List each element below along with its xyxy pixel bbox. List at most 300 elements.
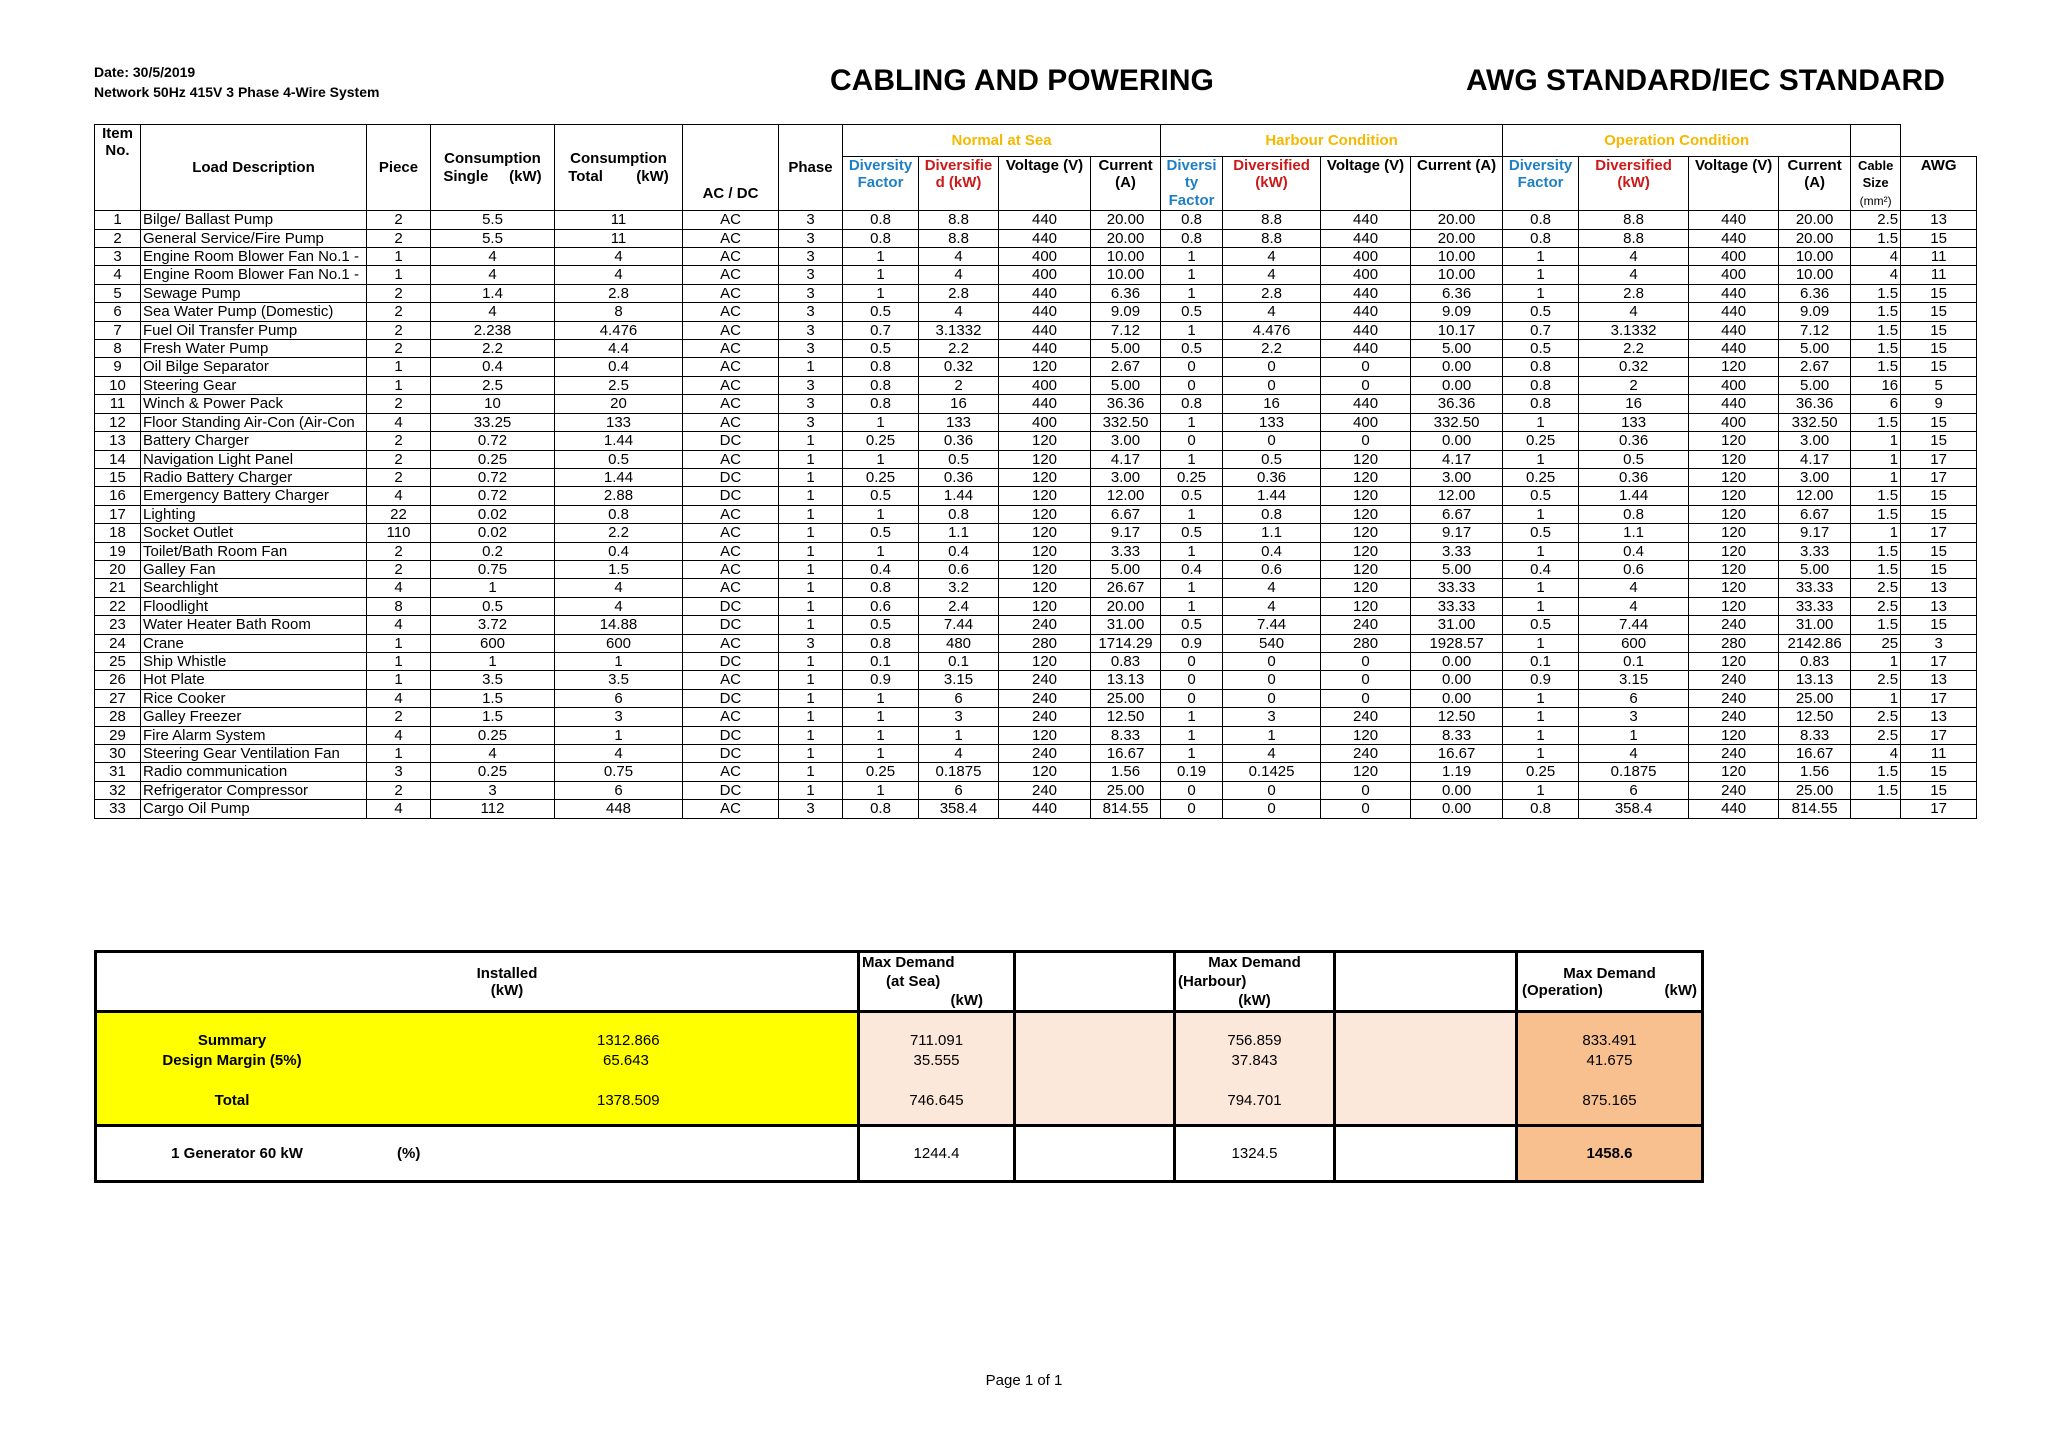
table-cell: 0.5 <box>1161 487 1223 505</box>
table-cell: 25.00 <box>1091 689 1161 707</box>
table-cell: 0.5 <box>555 450 683 468</box>
table-cell: DC <box>683 689 779 707</box>
page-title: CABLING AND POWERING <box>830 64 1214 97</box>
table-cell: 0.75 <box>431 560 555 578</box>
table-cell: 1 <box>843 708 919 726</box>
table-cell: 0.5 <box>1161 303 1223 321</box>
table-cell: 2.5 <box>1851 597 1901 615</box>
table-cell: 8.33 <box>1779 726 1851 744</box>
table-cell: 5 <box>1901 376 1977 394</box>
load-description-cell: Crane <box>141 634 367 652</box>
table-cell: 4 <box>1579 248 1689 266</box>
table-cell: 0.6 <box>843 597 919 615</box>
table-row <box>95 395 1977 413</box>
load-description-cell: Rice Cooker <box>141 689 367 707</box>
table-cell: 120 <box>1321 560 1411 578</box>
table-cell: 4 <box>367 487 431 505</box>
table-cell: AC <box>683 413 779 431</box>
table-cell: 0.75 <box>555 763 683 781</box>
load-description-cell: Floor Standing Air-Con (Air-Con <box>141 413 367 431</box>
table-row <box>95 745 1977 763</box>
table-cell: 1 <box>555 726 683 744</box>
table-cell: 600 <box>1579 634 1689 652</box>
table-cell: AC <box>683 376 779 394</box>
table-row <box>95 634 1977 652</box>
table-cell: 1.5 <box>431 689 555 707</box>
table-cell: 6.36 <box>1091 284 1161 302</box>
table-cell: 4 <box>431 303 555 321</box>
table-cell: 6 <box>555 781 683 799</box>
table-cell: 0.5 <box>1503 524 1579 542</box>
table-cell: 440 <box>1689 229 1779 247</box>
table-cell: 0.4 <box>1223 542 1321 560</box>
table-cell: 2.5 <box>1851 579 1901 597</box>
table-cell: 8.8 <box>1223 229 1321 247</box>
table-cell: 1 <box>779 671 843 689</box>
table-row <box>95 468 1977 486</box>
table-cell: 9.17 <box>1091 524 1161 542</box>
table-cell: 4 <box>555 579 683 597</box>
table-cell: 4.17 <box>1411 450 1503 468</box>
table-cell: 0.36 <box>1579 432 1689 450</box>
table-cell: 6.67 <box>1091 505 1161 523</box>
table-cell: 15 <box>1901 616 1977 634</box>
table-cell: 0.00 <box>1411 376 1503 394</box>
table-cell: 0.5 <box>1223 450 1321 468</box>
load-description-cell: Steering Gear <box>141 376 367 394</box>
table-cell: 440 <box>1321 395 1411 413</box>
table-cell: 17 <box>1901 468 1977 486</box>
table-cell: 0 <box>1223 781 1321 799</box>
table-cell: 1 <box>1503 266 1579 284</box>
table-cell: 7.44 <box>919 616 999 634</box>
table-cell: 4 <box>1223 303 1321 321</box>
group-normal-at-sea: Normal at Sea <box>843 125 1161 157</box>
table-row <box>95 726 1977 744</box>
table-cell: 1 <box>1161 597 1223 615</box>
table-cell: 1 <box>843 450 919 468</box>
table-cell: 3 <box>1223 708 1321 726</box>
table-row <box>95 671 1977 689</box>
table-cell: 1 <box>843 726 919 744</box>
table-cell: 16.67 <box>1411 745 1503 763</box>
table-cell: 0.5 <box>1161 616 1223 634</box>
group-operation-condition: Operation Condition <box>1503 125 1851 157</box>
table-cell: 0.8 <box>1503 800 1579 818</box>
table-cell: 20.00 <box>1091 597 1161 615</box>
table-cell: 133 <box>919 413 999 431</box>
table-cell: 0.9 <box>1503 671 1579 689</box>
table-cell: 1 <box>367 376 431 394</box>
table-cell: 120 <box>1689 358 1779 376</box>
table-cell: 600 <box>431 634 555 652</box>
table-cell: 1.44 <box>555 432 683 450</box>
network-label: Network 50Hz 415V 3 Phase 4-Wire System <box>94 84 380 100</box>
table-cell: 3.00 <box>1091 468 1161 486</box>
table-cell: 16 <box>95 487 141 505</box>
table-cell: AC <box>683 358 779 376</box>
table-cell: 0.5 <box>1579 450 1689 468</box>
table-cell: 5.5 <box>431 211 555 229</box>
table-cell: 120 <box>1321 505 1411 523</box>
table-cell: DC <box>683 468 779 486</box>
table-cell <box>1851 800 1901 818</box>
col-sea-diversified-kw: Diversifie d (kW) <box>919 157 999 211</box>
table-cell: 240 <box>1689 671 1779 689</box>
table-cell: 25 <box>95 652 141 670</box>
table-cell: 120 <box>1689 524 1779 542</box>
table-cell: 3.15 <box>1579 671 1689 689</box>
date-label: Date: 30/5/2019 <box>94 64 196 80</box>
table-cell: 1 <box>1161 726 1223 744</box>
table-cell: AC <box>683 321 779 339</box>
table-cell: 0.5 <box>919 450 999 468</box>
table-cell: 13 <box>1901 579 1977 597</box>
table-cell: 120 <box>999 468 1091 486</box>
table-cell: 120 <box>1689 487 1779 505</box>
table-cell: 31.00 <box>1091 616 1161 634</box>
table-cell: 5.00 <box>1091 560 1161 578</box>
table-row <box>95 524 1977 542</box>
table-cell: 1 <box>95 211 141 229</box>
table-cell: 17 <box>1901 652 1977 670</box>
table-cell: 36.36 <box>1091 395 1161 413</box>
table-cell: 15 <box>1901 303 1977 321</box>
table-cell: 15 <box>1901 542 1977 560</box>
table-cell: 10.00 <box>1779 266 1851 284</box>
table-cell: 120 <box>1321 450 1411 468</box>
table-cell: 0.25 <box>1161 468 1223 486</box>
table-cell: 0.4 <box>1161 560 1223 578</box>
table-cell: 20.00 <box>1091 211 1161 229</box>
table-cell: 1 <box>1851 689 1901 707</box>
table-cell: 240 <box>999 689 1091 707</box>
table-cell: 3 <box>779 321 843 339</box>
table-cell: 20.00 <box>1091 229 1161 247</box>
table-cell: 8 <box>555 303 683 321</box>
table-cell: 280 <box>999 634 1091 652</box>
table-cell: 9 <box>95 358 141 376</box>
table-cell: 1 <box>1851 468 1901 486</box>
table-cell: 0 <box>1161 689 1223 707</box>
table-cell: 4 <box>1223 248 1321 266</box>
table-cell: 3 <box>779 376 843 394</box>
table-cell: 2142.86 <box>1779 634 1851 652</box>
table-cell: 1 <box>367 745 431 763</box>
load-description-cell: Fire Alarm System <box>141 726 367 744</box>
table-cell: 31.00 <box>1779 616 1851 634</box>
table-cell: 2 <box>367 468 431 486</box>
table-cell: 8.8 <box>1579 229 1689 247</box>
table-cell: 1.44 <box>1579 487 1689 505</box>
table-cell: 240 <box>1321 745 1411 763</box>
table-cell: 2 <box>367 542 431 560</box>
table-cell: 0 <box>1161 358 1223 376</box>
table-cell: 20.00 <box>1779 229 1851 247</box>
table-cell: 3.1332 <box>919 321 999 339</box>
table-cell: 440 <box>1321 211 1411 229</box>
table-cell: 8.8 <box>919 229 999 247</box>
table-cell: 12.50 <box>1779 708 1851 726</box>
table-cell: AC <box>683 303 779 321</box>
table-cell: 0.8 <box>843 358 919 376</box>
table-cell: 14 <box>95 450 141 468</box>
table-cell: 240 <box>1689 745 1779 763</box>
table-cell: 0.25 <box>1503 432 1579 450</box>
table-cell: 2.88 <box>555 487 683 505</box>
table-cell: 3 <box>779 211 843 229</box>
table-cell: 1 <box>779 542 843 560</box>
table-cell: 15 <box>1901 413 1977 431</box>
table-cell: 0.8 <box>843 579 919 597</box>
table-cell: 400 <box>1321 413 1411 431</box>
table-cell: 0.9 <box>843 671 919 689</box>
table-cell: 9 <box>1901 395 1977 413</box>
table-cell: 1 <box>1161 284 1223 302</box>
table-cell: 0.83 <box>1091 652 1161 670</box>
table-cell: 0 <box>1321 432 1411 450</box>
table-cell: 240 <box>1689 689 1779 707</box>
table-row <box>95 689 1977 707</box>
table-cell: 3 <box>555 708 683 726</box>
load-description-cell: Sea Water Pump (Domestic) <box>141 303 367 321</box>
generator-operation: 1458.6 <box>1517 1126 1703 1182</box>
table-cell: AC <box>683 395 779 413</box>
table-cell: 0.1 <box>1579 652 1689 670</box>
table-cell: 27 <box>95 689 141 707</box>
table-row <box>95 303 1977 321</box>
table-cell: AC <box>683 340 779 358</box>
table-cell: 540 <box>1223 634 1321 652</box>
table-cell: 4.476 <box>1223 321 1321 339</box>
table-cell: 120 <box>1321 763 1411 781</box>
table-cell: 1.1 <box>1223 524 1321 542</box>
col-phase: Phase <box>779 125 843 211</box>
table-cell: 14.88 <box>555 616 683 634</box>
table-cell: 2.5 <box>1851 726 1901 744</box>
table-cell: 1 <box>1161 248 1223 266</box>
table-cell: 0 <box>1321 358 1411 376</box>
table-cell: 1 <box>1503 505 1579 523</box>
table-cell: 3.00 <box>1091 432 1161 450</box>
table-cell: 19 <box>95 542 141 560</box>
table-cell: 2 <box>367 303 431 321</box>
load-description-cell: Galley Fan <box>141 560 367 578</box>
table-cell: 8.8 <box>919 211 999 229</box>
table-cell: 6 <box>555 689 683 707</box>
table-cell: 0.00 <box>1411 652 1503 670</box>
table-cell: 1 <box>843 781 919 799</box>
table-cell: 0 <box>1321 671 1411 689</box>
table-cell: 133 <box>1223 413 1321 431</box>
table-cell: 1 <box>919 726 999 744</box>
table-cell: 440 <box>1321 321 1411 339</box>
table-cell: 1 <box>843 284 919 302</box>
load-description-cell: Fresh Water Pump <box>141 340 367 358</box>
load-description-cell: Bilge/ Ballast Pump <box>141 211 367 229</box>
table-cell: 440 <box>1689 284 1779 302</box>
table-row <box>95 321 1977 339</box>
col-harbour-diversified-kw: Diversified (kW) <box>1223 157 1321 211</box>
table-cell: 240 <box>1689 616 1779 634</box>
table-cell: 16.67 <box>1091 745 1161 763</box>
table-cell: 0.8 <box>1503 229 1579 247</box>
table-cell: 120 <box>1321 468 1411 486</box>
col-ac-dc: AC / DC <box>683 125 779 211</box>
table-cell: 4 <box>367 800 431 818</box>
table-cell: 4.4 <box>555 340 683 358</box>
page-number: Page 1 of 1 <box>985 1372 1063 1389</box>
table-cell: 12.00 <box>1091 487 1161 505</box>
table-cell: 400 <box>1689 376 1779 394</box>
table-cell: 6 <box>1579 689 1689 707</box>
table-cell: 440 <box>1689 395 1779 413</box>
table-cell: 0.4 <box>919 542 999 560</box>
table-cell: 440 <box>999 340 1091 358</box>
table-cell: 36.36 <box>1779 395 1851 413</box>
load-description-cell: Floodlight <box>141 597 367 615</box>
table-row <box>95 652 1977 670</box>
load-description-cell: Radio communication <box>141 763 367 781</box>
table-cell: 1.44 <box>555 468 683 486</box>
table-cell: 22 <box>95 597 141 615</box>
col-op-voltage: Voltage (V) <box>1689 157 1779 211</box>
table-cell: 1.56 <box>1779 763 1851 781</box>
table-cell: 1 <box>779 505 843 523</box>
load-description-cell: Water Heater Bath Room <box>141 616 367 634</box>
table-cell: 8.33 <box>1411 726 1503 744</box>
table-cell: 25.00 <box>1779 689 1851 707</box>
table-cell: 0 <box>1321 800 1411 818</box>
table-cell: 2.2 <box>555 524 683 542</box>
table-cell: 4 <box>555 248 683 266</box>
table-cell: 0.32 <box>919 358 999 376</box>
table-cell: 332.50 <box>1091 413 1161 431</box>
table-cell: 0.5 <box>1161 524 1223 542</box>
table-cell: 3.2 <box>919 579 999 597</box>
table-cell: 33.33 <box>1779 579 1851 597</box>
table-cell: 0.5 <box>843 524 919 542</box>
table-cell: 0.4 <box>1503 560 1579 578</box>
load-description-cell: Engine Room Blower Fan No.1 - <box>141 248 367 266</box>
table-cell: 1 <box>779 763 843 781</box>
table-cell: 10.00 <box>1091 266 1161 284</box>
installed-margin: 65.643 <box>603 1052 649 1069</box>
table-row <box>95 266 1977 284</box>
table-cell: 400 <box>1321 266 1411 284</box>
table-cell: 3.00 <box>1779 468 1851 486</box>
table-cell: 22 <box>367 505 431 523</box>
table-cell: 358.4 <box>1579 800 1689 818</box>
table-cell: 1 <box>779 560 843 578</box>
table-cell: 12.00 <box>1779 487 1851 505</box>
table-cell: 120 <box>1689 652 1779 670</box>
table-cell: 17 <box>1901 726 1977 744</box>
col-op-current: Current (A) <box>1779 157 1851 211</box>
table-cell: 2.5 <box>555 376 683 394</box>
table-cell: 1.5 <box>1851 229 1901 247</box>
table-cell: 0.25 <box>431 763 555 781</box>
table-cell: 1.5 <box>1851 616 1901 634</box>
table-cell: 1.5 <box>1851 284 1901 302</box>
table-cell: 4 <box>919 303 999 321</box>
table-cell: 7.44 <box>1579 616 1689 634</box>
table-cell: 25.00 <box>1091 781 1161 799</box>
table-cell: 2.5 <box>1851 671 1901 689</box>
table-cell: 1.5 <box>1851 487 1901 505</box>
table-row <box>95 248 1977 266</box>
table-cell: 1 <box>431 579 555 597</box>
table-cell: 17 <box>1901 524 1977 542</box>
table-cell: 120 <box>1689 579 1779 597</box>
table-cell: 15 <box>95 468 141 486</box>
table-cell: 1 <box>1851 524 1901 542</box>
table-cell: 1 <box>843 542 919 560</box>
table-cell: 0.4 <box>431 358 555 376</box>
table-cell: 15 <box>1901 781 1977 799</box>
table-cell: 5 <box>95 284 141 302</box>
table-cell: 0.8 <box>1161 211 1223 229</box>
table-cell: 1 <box>1503 689 1579 707</box>
table-cell: 2 <box>367 340 431 358</box>
table-cell: 3.33 <box>1411 542 1503 560</box>
table-cell: 7 <box>95 321 141 339</box>
table-cell: 3 <box>779 266 843 284</box>
table-cell: 2.4 <box>919 597 999 615</box>
summary-label: Summary <box>197 1032 267 1049</box>
table-cell: 120 <box>1689 560 1779 578</box>
table-cell: 2 <box>367 229 431 247</box>
harbour-spacer <box>1335 1012 1517 1126</box>
table-cell: 280 <box>1689 634 1779 652</box>
table-cell: 8.8 <box>1223 211 1321 229</box>
table-cell: 1 <box>367 671 431 689</box>
table-cell: 3.1332 <box>1579 321 1689 339</box>
table-cell: 2.8 <box>555 284 683 302</box>
table-cell: 1 <box>779 616 843 634</box>
table-cell: 400 <box>999 248 1091 266</box>
table-cell: 5.00 <box>1091 340 1161 358</box>
load-description-cell: Toilet/Bath Room Fan <box>141 542 367 560</box>
table-cell: 3.00 <box>1411 468 1503 486</box>
table-cell: 20 <box>95 560 141 578</box>
table-cell: 120 <box>999 450 1091 468</box>
table-cell: 4 <box>555 266 683 284</box>
table-cell: 0 <box>1223 689 1321 707</box>
table-cell: 332.50 <box>1411 413 1503 431</box>
table-cell: 0.8 <box>843 395 919 413</box>
table-row <box>95 284 1977 302</box>
table-cell: 0.6 <box>1223 560 1321 578</box>
table-cell: 1 <box>1161 579 1223 597</box>
table-cell: 2.5 <box>1851 211 1901 229</box>
installed-header: Installed (kW) <box>96 952 859 1012</box>
table-row <box>95 211 1977 229</box>
table-cell: 1 <box>779 358 843 376</box>
table-cell: 5.00 <box>1779 560 1851 578</box>
table-cell: 0.5 <box>1161 340 1223 358</box>
table-cell: 1 <box>1161 708 1223 726</box>
table-cell: 7.12 <box>1091 321 1161 339</box>
table-cell: 0 <box>1161 432 1223 450</box>
table-cell: 3.5 <box>555 671 683 689</box>
table-cell: 3.00 <box>1779 432 1851 450</box>
load-description-cell: Radio Battery Charger <box>141 468 367 486</box>
sea-values: 711.091 35.555 746.645 <box>859 1012 1015 1126</box>
table-cell: 0.72 <box>431 432 555 450</box>
table-cell: 0.19 <box>1161 763 1223 781</box>
table-cell: AC <box>683 579 779 597</box>
